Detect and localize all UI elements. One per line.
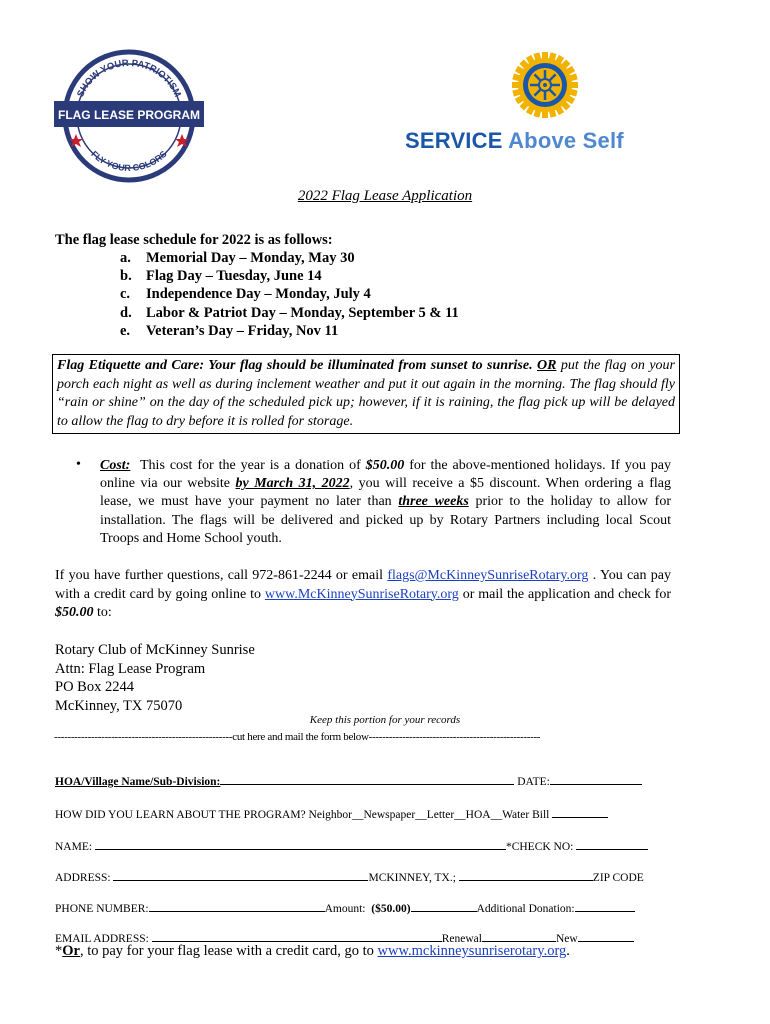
check-no-field[interactable]: [576, 838, 648, 850]
new-field[interactable]: [578, 930, 634, 942]
address-line: Attn: Flag Lease Program: [55, 660, 206, 677]
svg-text:FLAG LEASE PROGRAM: FLAG LEASE PROGRAM: [57, 108, 201, 122]
flag-etiquette-box: [52, 354, 680, 434]
svg-text:SHOW YOUR PATRIOTISM: SHOW YOUR PATRIOTISM: [75, 57, 183, 99]
date-label: DATE:: [517, 776, 550, 788]
cost-amount: $50.00: [365, 458, 405, 473]
schedule-list: [120, 249, 459, 340]
flag-lease-program-logo: [54, 46, 204, 186]
email-label: EMAIL ADDRESS:: [55, 933, 149, 945]
check-no-label: *CHECK NO:: [505, 841, 574, 853]
schedule-item: c. Independence Day – Monday, July 4: [120, 286, 371, 303]
motto-service: SERVICE: [405, 128, 503, 153]
city-label: MCKINNEY, TX.;: [368, 872, 456, 884]
hoa-row: [55, 773, 642, 788]
etiquette-or: OR: [537, 358, 557, 373]
svg-text:FLY YOUR COLORS: FLY YOUR COLORS: [89, 148, 169, 174]
hoa-label: HOA/Village Name/Sub-Division:: [55, 776, 221, 788]
email-link[interactable]: flags@McKinneySunriseRotary.org: [387, 568, 589, 583]
cut-line: -----------------------------------------------------cut here and mail the form below---------------------------------------------------: [54, 731, 541, 743]
address-field[interactable]: [113, 869, 368, 881]
rotary-wheel-emblem: [512, 52, 578, 118]
keep-portion-note: Keep this portion for your records: [309, 714, 461, 726]
renewal-label: Renewal: [441, 933, 482, 945]
application-title: 2022 Flag Lease Application: [297, 188, 473, 204]
name-row: [55, 838, 648, 853]
name-label: NAME:: [55, 841, 93, 853]
how-learned-label: HOW DID YOU LEARN ABOUT THE PROGRAM? Neighbor__Newspaper__Letter__HOA__Water Bill: [55, 809, 550, 821]
date-field[interactable]: [550, 773, 642, 785]
phone-label: PHONE NUMBER:: [55, 903, 149, 915]
service-above-self-motto: [405, 128, 624, 154]
donation-label: Additional Donation:: [476, 903, 575, 915]
address-row: [55, 869, 644, 884]
cost-bullet: •: [76, 457, 81, 472]
zip-label: ZIP CODE: [592, 872, 644, 884]
name-field[interactable]: [95, 838, 506, 850]
mailing-address: [55, 641, 255, 715]
amount-label: Amount:: [324, 903, 366, 915]
etiquette-lead: Flag Etiquette and Care: Your flag should be illuminated from sunset to sunrise.: [57, 358, 533, 373]
schedule-heading: The flag lease schedule for 2022 is as follows:: [55, 232, 333, 248]
address-line: Rotary Club of McKinney Sunrise: [55, 642, 255, 658]
credit-note-or: Or: [62, 943, 80, 959]
how-learned-row: [55, 806, 608, 821]
donation-field[interactable]: [575, 900, 635, 912]
website-link[interactable]: www.McKinneySunriseRotary.org: [264, 586, 459, 602]
address-line: McKinney, TX 75070: [55, 697, 183, 714]
schedule-item: b. Flag Day – Tuesday, June 14: [120, 268, 322, 285]
phone-row: [55, 900, 635, 915]
schedule-item: d. Labor & Patriot Day – Monday, September 5 & 11: [120, 304, 459, 321]
address-label: ADDRESS:: [55, 872, 111, 884]
cost-label: Cost:: [100, 458, 131, 473]
questions-amount: $50.00: [55, 605, 94, 620]
amount-value: ($50.00): [371, 903, 411, 915]
new-label: New: [555, 933, 578, 945]
how-learned-field[interactable]: [552, 806, 608, 818]
motto-above-self: Above Self: [508, 128, 624, 153]
etiquette-text: put the flag on your porch each night as well as during inclement weather and put it out again in the morning. The flag should fly “rain or shine” on the day of the scheduled pick up; however, if it is raining, the flag pick up will be delayed to allow the flag to dry before it is rolled for storage.: [57, 358, 676, 429]
email-field[interactable]: [152, 930, 442, 942]
phone-field[interactable]: [149, 900, 325, 912]
credit-card-link[interactable]: www.mckinneysunriserotary.org: [377, 943, 567, 959]
schedule-item: a. Memorial Day – Monday, May 30: [120, 250, 355, 266]
cost-deadline: by March 31, 2022: [235, 476, 350, 492]
address-line: PO Box 2244: [55, 679, 134, 696]
cost-three-weeks: three weeks: [398, 494, 469, 510]
renewal-field[interactable]: [482, 930, 556, 942]
credit-card-note: *Or, to pay for your flag lease with a credit card, go to www.mckinneysunriserotary.org.: [55, 943, 570, 959]
hoa-field[interactable]: [220, 773, 514, 785]
schedule-item: e. Veteran’s Day – Friday, Nov 11: [120, 322, 339, 339]
zip-field[interactable]: [459, 869, 593, 881]
questions-paragraph: If you have further questions, call 972-861-2244 or email flags@McKinneySunriseRotary.org . You can pay with a credit card by going online to www.McKinneySunriseRotary.org or mail the application and check for $50.00 to:: [55, 568, 672, 620]
cost-paragraph: Cost: This cost for the year is a donation of $50.00 for the above-mentioned holidays. If you pay online via our website by March 31, 2022, you will receive a $5 discount. When ordering a flag lease, we must have your payment no later than three weeks prior to the holiday to allow for installation. The flags will be delivered and picked up by Rotary Partners including local Scout Troops and Home School youth.: [100, 458, 672, 546]
amount-field[interactable]: [411, 900, 477, 912]
